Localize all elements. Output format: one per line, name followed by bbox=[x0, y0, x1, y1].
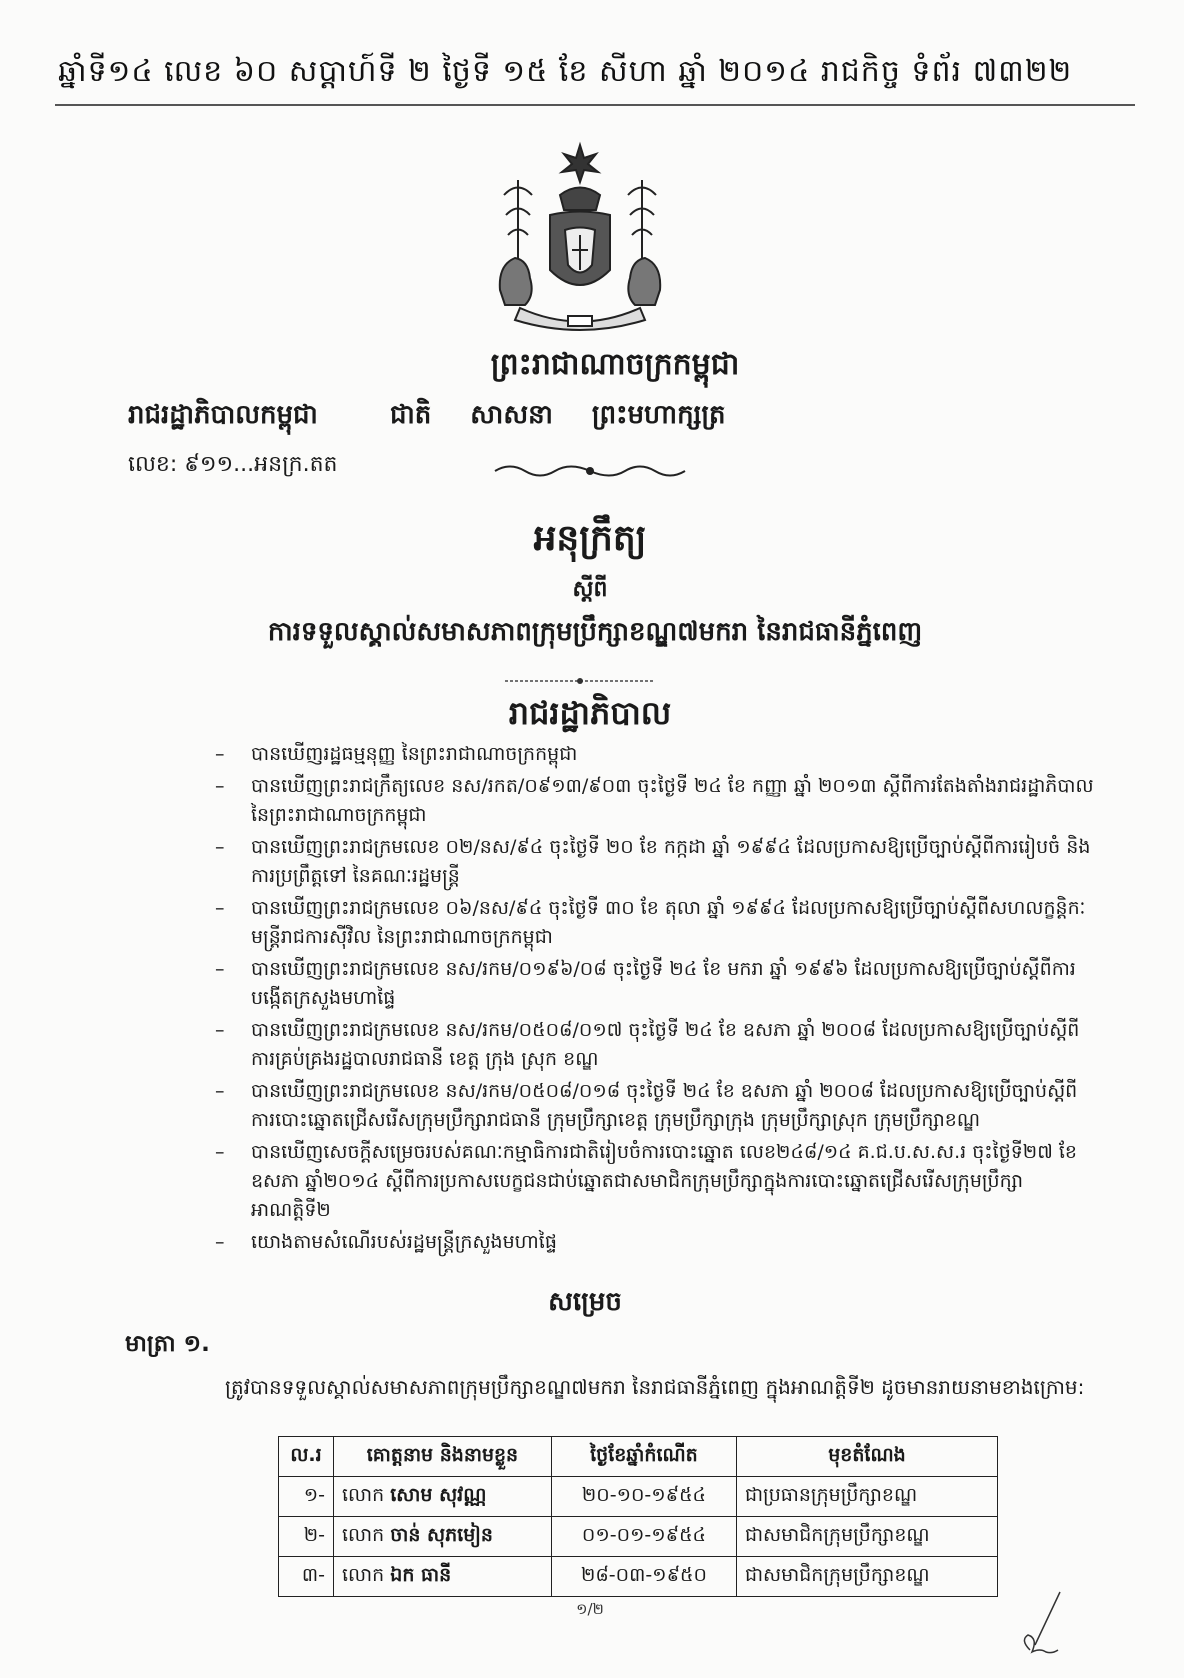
consideration-item: – បានឃើញព្រះរាជក្រមលេខ ០២/នស/៩៤ ចុះថ្ងៃទី ២០ ខែ កក្កដា ឆ្នាំ ១៩៩៤ ដែលប្រកាសឱ្យប្រើច្បាប់ស្តីពីការរៀបចំ និងការប្រព្រឹត្តទៅ នៃគណៈរដ្ឋមន្ត្រី bbox=[215, 833, 1095, 891]
consideration-item: – បានឃើញព្រះរាជក្រមលេខ នស/រកម/០៥០៨/០១៧ ចុះថ្ងៃទី ២៤ ខែ ឧសភា ឆ្នាំ ២០០៨ ដែលប្រកាសឱ្យប្រើច្បាប់ស្តីពីការគ្រប់គ្រងរដ្ឋបាលរាជធានី ខេត្ត ក្រុង ស្រុក ខណ្ឌ bbox=[215, 1016, 1095, 1074]
document-type: អនុក្រឹត្យ bbox=[533, 518, 647, 559]
column-header: គោត្តនាម និងនាមខ្លួន bbox=[334, 1437, 552, 1477]
member-name: ឯក ធានី bbox=[390, 1563, 452, 1586]
birth-date: ២០-១០-១៩៥៤ bbox=[551, 1477, 736, 1517]
column-header: មុខតំណែង bbox=[736, 1437, 997, 1477]
member-name-cell bbox=[334, 1557, 552, 1597]
issuing-agency: រាជរដ្ឋាភិបាលកម្ពុជា bbox=[128, 400, 318, 430]
document-subject: ការទទួលស្គាល់សមាសភាពក្រុមប្រឹក្សាខណ្ឌ៧មករា នៃរាជធានីភ្នំពេញ bbox=[267, 617, 923, 647]
row-number: ២- bbox=[279, 1517, 334, 1557]
national-motto: ជាតិ សាសនា ព្រះមហាក្សត្រ bbox=[390, 400, 726, 430]
gazette-header: ឆ្នាំទី១៤ លេខ ៦០ សប្តាហ៍ទី ២ ថ្ងៃទី ១៥ ខែ សីហា ឆ្នាំ ២០១៤ រាជកិច្ច ទំព័រ ៧៣២២ bbox=[58, 54, 1073, 89]
column-header: ថ្ងៃខែឆ្នាំកំណើត bbox=[551, 1437, 736, 1477]
honorific: លោក bbox=[342, 1483, 385, 1506]
member-position: ជាប្រធានក្រុមប្រឹក្សាខណ្ឌ bbox=[736, 1477, 997, 1517]
table-row bbox=[279, 1557, 998, 1597]
row-number: ១- bbox=[279, 1477, 334, 1517]
honorific: លោក bbox=[342, 1563, 385, 1586]
header-divider bbox=[55, 104, 1135, 106]
article-label: មាត្រា ១. bbox=[125, 1331, 210, 1357]
table-row bbox=[279, 1477, 998, 1517]
consideration-item: – បានឃើញរដ្ឋធម្មនុញ្ញ នៃព្រះរាជាណាចក្រកម្ពុជា bbox=[215, 740, 1095, 769]
birth-date: ២៨-០៣-១៩៥០ bbox=[551, 1557, 736, 1597]
reference-number: លេខ: ៩១១...អនក្រ.តត bbox=[128, 452, 338, 477]
table-row bbox=[279, 1517, 998, 1557]
page-number: ១/២ bbox=[576, 1600, 604, 1618]
row-number: ៣- bbox=[279, 1557, 334, 1597]
ornament-divider-icon bbox=[490, 460, 690, 482]
considerations-list bbox=[215, 740, 1095, 1260]
subject-divider-icon bbox=[505, 676, 655, 686]
issuer-heading: រាជរដ្ឋាភិបាល bbox=[508, 694, 672, 732]
about-label: ស្តីពី bbox=[572, 577, 608, 602]
kingdom-title: ព្រះរាជាណាចក្រកម្ពុជា bbox=[490, 347, 740, 382]
consideration-item: – បានឃើញព្រះរាជក្រមលេខ ០៦/នស/៩៤ ចុះថ្ងៃទី ៣០ ខែ តុលា ឆ្នាំ ១៩៩៤ ដែលប្រកាសឱ្យប្រើច្បាប់ស្តីពីសហលក្ខន្តិកៈមន្ត្រីរាជការស៊ីវិល នៃព្រះរាជាណាចក្រកម្ពុជា bbox=[215, 894, 1095, 952]
royal-arms-emblem-icon bbox=[480, 140, 680, 335]
consideration-item: – បានឃើញព្រះរាជក្រឹត្យលេខ នស/រកត/០៩១៣/៩០៣ ចុះថ្ងៃទី ២៤ ខែ កញ្ញា ឆ្នាំ ២០១៣ ស្តីពីការតែងតាំងរាជរដ្ឋាភិបាល នៃព្រះរាជាណាចក្រកម្ពុជា bbox=[215, 772, 1095, 830]
member-position: ជាសមាជិកក្រុមប្រឹក្សាខណ្ឌ bbox=[736, 1517, 997, 1557]
birth-date: ០១-០១-១៩៥៤ bbox=[551, 1517, 736, 1557]
table-header-row bbox=[279, 1437, 998, 1477]
member-name: ចាន់ សុភមៀន bbox=[390, 1523, 493, 1546]
article-body: ត្រូវបានទទួលស្គាល់សមាសភាពក្រុមប្រឹក្សាខណ្ឌ៧មករា នៃរាជធានីភ្នំពេញ ក្នុងអាណត្តិទី២ ដូចមានរាយនាមខាងក្រោម: bbox=[225, 1375, 1085, 1399]
consideration-item: – បានឃើញព្រះរាជក្រមលេខ នស/រកម/០៥០៨/០១៨ ចុះថ្ងៃទី ២៤ ខែ ឧសភា ឆ្នាំ ២០០៨ ដែលប្រកាសឱ្យប្រើច្បាប់ស្តីពីការបោះឆ្នោតជ្រើសរើសក្រុមប្រឹក្សារាជធានី ក្រុមប្រឹក្សាខេត្ត ក្រុមប្រឹក្សាក្រុង ក្រុមប្រឹក្សាស្រុក ក្រុមប្រឹក្សាខណ្ឌ bbox=[215, 1077, 1095, 1135]
consideration-item: – បានឃើញព្រះរាជក្រមលេខ នស/រកម/០១៩៦/០៨ ចុះថ្ងៃទី ២៤ ខែ មករា ឆ្នាំ ១៩៩៦ ដែលប្រកាសឱ្យប្រើច្បាប់ស្តីពីការបង្កើតក្រសួងមហាផ្ទៃ bbox=[215, 955, 1095, 1013]
members-table bbox=[278, 1436, 998, 1597]
honorific: លោក bbox=[342, 1523, 385, 1546]
consideration-item: – បានឃើញសេចក្តីសម្រេចរបស់គណៈកម្មាធិការជាតិរៀបចំការបោះឆ្នោត លេខ២៤៨/១៤ គ.ជ.ប.ស.ស.រ ចុះថ្ងៃទី២៧ ខែឧសភា ឆ្នាំ២០១៤ ស្តីពីការប្រកាសបេក្ខជនជាប់ឆ្នោតជាសមាជិកក្រុមប្រឹក្សាក្នុងការបោះឆ្នោតជ្រើសរើសក្រុមប្រឹក្សា អាណត្តិទី២ bbox=[215, 1138, 1095, 1225]
member-name-cell bbox=[334, 1477, 552, 1517]
handwritten-initials-icon bbox=[1010, 1590, 1070, 1660]
decision-heading: សម្រេច bbox=[548, 1287, 622, 1317]
member-name: សោម សុវណ្ណ bbox=[390, 1483, 487, 1506]
member-name-cell bbox=[334, 1517, 552, 1557]
member-position: ជាសមាជិកក្រុមប្រឹក្សាខណ្ឌ bbox=[736, 1557, 997, 1597]
consideration-item: – យោងតាមសំណើរបស់រដ្ឋមន្ត្រីក្រសួងមហាផ្ទៃ bbox=[215, 1228, 1095, 1257]
column-header: ល.រ bbox=[279, 1437, 334, 1477]
